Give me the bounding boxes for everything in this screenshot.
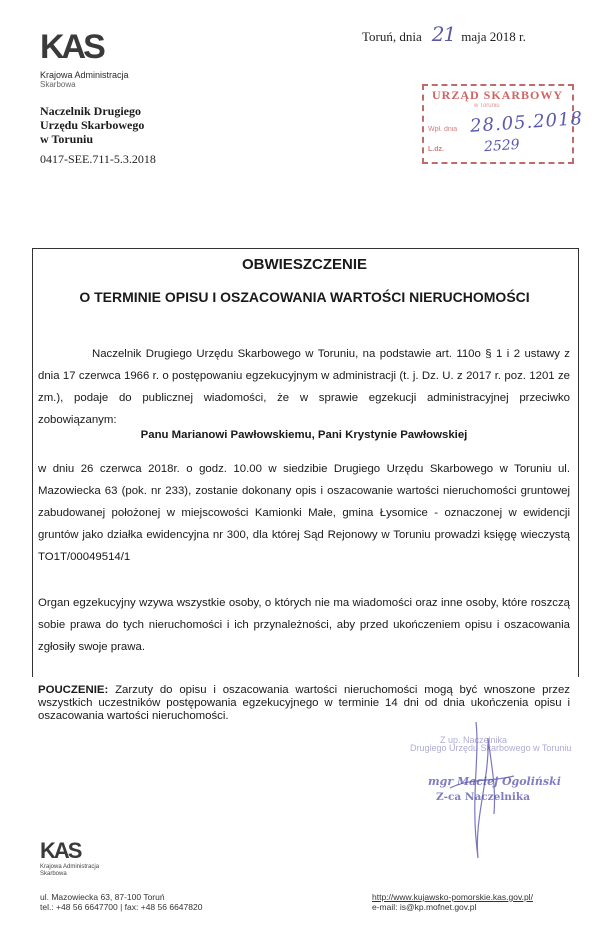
place-date-suffix: maja 2018 r. [461,29,526,44]
issuer-line: w Toruniu [40,132,94,146]
footer-org-line2: Skarbowa [40,871,67,877]
signature-line1: Z up. Naczelnika [440,735,508,745]
signature-line2: Drugiego Urzędu Skarbowego w Toruniu [410,743,572,753]
place-date [362,22,526,46]
instruction-label: POUCZENIE: [38,684,109,696]
org-name-line2: Skarbowa [40,80,76,89]
footer-web [372,892,533,912]
stamp-number: 2529 [483,136,521,156]
signature-role: Z-ca Naczelnika [436,791,531,803]
footer-address: ul. Mazowiecka 63, 87-100 Toruń [40,892,165,902]
notice-subtitle: O TERMINIE OPISU I OSZACOWANIA WARTOŚCI NIERUCHOMOŚCI [79,289,530,305]
kas-logo [40,26,103,71]
footer-org-name [40,864,99,878]
instruction-text: Zarzuty do opisu i oszacowania wartości nieruchomości mogą być wnoszone przez wszystkich uczestników postępowania egzekucyjnego w terminie 14 dni od dnia ukończenia opisu i oszacowania wartości nieruchomości. [38,684,570,722]
svg-text:KAS: KAS [40,28,103,66]
footer-phone: tel.: +48 56 6647700 | fax: +48 56 6647820 [40,902,203,912]
issuer-line: Urzędu Skarbowego [40,118,145,132]
place-date-prefix: Toruń, dnia [362,29,422,44]
stamp-subtitle: w Toruniu [474,103,500,109]
paragraph-summons: Organ egzekucyjny wzywa wszystkie osoby, o których nie ma wiadomości oraz inne osoby, które roszczą sobie prawa do tych nieruchomości i ich przynależności, aby przed ukończeniem opisu i oszacowania zgłosiły swoje prawa. [38,597,570,653]
receipt-stamp [422,84,584,164]
org-name-line1: Krajowa Administracja [40,70,129,80]
stamp-title: URZĄD SKARBOWY [432,88,564,102]
paragraph-legal-basis: Naczelnik Drugiego Urzędu Skarbowego w Toruniu, na podstawie art. 110o § 1 i 2 ustawy z dnia 17 czerwca 1966 r. o postępowaniu egzekucyjnym w administracji (t. j. Dz. U. z 2017 r. poz. 1201 ze zm.), podaje do publicznej wiadomości, że w sprawie egzekucji administracyjnej przeciwko zobowiązanym: [38,348,570,426]
issuer-line: Naczelnik Drugiego [40,104,141,118]
stamp-date-label: Wpł. dnia [428,126,458,133]
svg-text:KAS: KAS [40,838,81,863]
footer-website-link[interactable]: http://www.kujawsko-pomorskie.kas.gov.pl/ [372,892,533,902]
obligors-names: Panu Marianowi Pawłowskiemu, Pani Krystynie Pawłowskiej [140,429,468,441]
footer-org-line1: Krajowa Administracja [40,864,100,870]
issuer-block [40,104,144,146]
footer-email[interactable]: e-mail: is@kp.mofnet.gov.pl [372,902,477,912]
place-date-day: 21 [431,22,456,46]
reference-number: 0417-SEE.711-5.3.2018 [40,152,156,166]
footer-contact [40,892,202,912]
paragraph-schedule: w dniu 26 czerwca 2018r. o godz. 10.00 w siedzibie Drugiego Urzędu Skarbowego w Toruniu ul. Mazowiecka 63 (pok. nr 233), zostanie dokonany opis i oszacowanie wartości nieruchomości gruntowej zabudowanej położonej w miejscowości Kamionki Małe, gmina Łysomice - oznaczonej w ewidencji gruntów jako działka ewidencyjna nr 300, dla której Sąd Rejonowy w Toruniu prowadzi księgę wieczystą TO1T/00049514/1 [38,463,570,563]
org-name [40,70,129,90]
stamp-number-label: L.dz. [428,146,444,153]
signature-name: mgr Maciej Ogoliński [428,775,561,788]
handwritten-signature [430,718,520,868]
stamp-date: 28.05.2018 [469,108,584,137]
notice-title: OBWIESZCZENIE [241,256,367,273]
